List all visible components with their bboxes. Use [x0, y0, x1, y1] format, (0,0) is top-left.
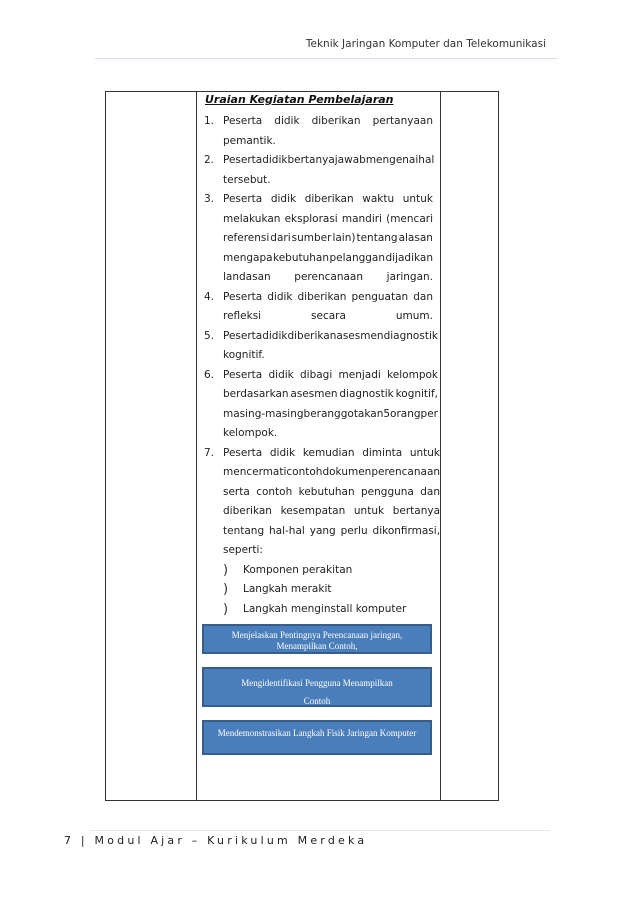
flow-box-text: Contoh: [303, 696, 331, 706]
item-line: Peserta didik diberikan asesmen diagnostik: [223, 329, 438, 342]
bullet-icon: ): [223, 601, 229, 617]
footer-separator: |: [80, 834, 88, 847]
sub-list-item: [223, 580, 433, 600]
item-line: serta contoh kebutuhan pengguna dan: [223, 485, 441, 498]
item-line: Peserta didik bertanya jawab mengenai hal: [223, 154, 435, 166]
column-divider: [196, 92, 197, 800]
flow-box-3: [202, 720, 432, 755]
item-line: Peserta didik diberikan pertanyaan: [223, 115, 433, 127]
item-line: referensi dari sumber lain) tentang alasan: [223, 232, 433, 244]
item-line: kelompok.: [223, 427, 278, 439]
item-line: berdasarkan asesmen diagnostik kognitif,: [223, 388, 438, 400]
list-item: [204, 112, 433, 151]
section-heading: Uraian Kegiatan Pembelajaran: [205, 93, 394, 106]
item-number: 2.: [204, 154, 215, 166]
list-item: [204, 288, 433, 327]
item-line: landasan perencanaan jaringan.: [223, 271, 433, 283]
page-footer: [64, 834, 367, 847]
item-line: masing-masing beranggotakan 5 orang per: [223, 407, 438, 420]
sub-list-item: [223, 600, 433, 620]
sub-item-text: Langkah merakit: [243, 583, 332, 595]
sub-item-text: Komponen perakitan: [243, 563, 353, 576]
flow-box-text: Mendemonstrasikan Langkah Fisik Jaringan Komputer: [217, 728, 417, 738]
sub-item-text: Langkah menginstall komputer: [243, 602, 407, 615]
item-line: melakukan eksplorasi mandiri (mencari: [223, 212, 433, 225]
item-line: tentang hal-hal yang perlu dikonfirmasi,: [223, 524, 441, 537]
flow-box-1: [202, 624, 432, 654]
flow-box-text: Mengidentifikasi Pengguna Menampilkan: [241, 678, 393, 688]
bullet-icon: ): [223, 562, 229, 578]
item-line: pemantik.: [223, 134, 276, 147]
item-line: seperti:: [223, 544, 263, 556]
footer-text: Modul Ajar – Kurikulum Merdeka: [94, 834, 368, 847]
item-line: tersebut.: [223, 173, 271, 186]
item-number: 5.: [204, 329, 215, 342]
list-item: [204, 151, 433, 190]
item-number: 6.: [204, 368, 215, 381]
sub-list-item: [223, 561, 433, 581]
flow-box-text: Menampilkan Contoh,: [276, 641, 358, 651]
item-line: Peserta didik dibagi menjadi kelompok: [223, 368, 438, 381]
item-line: mencermati contoh dokumen perencanaan: [223, 466, 441, 478]
flow-box-2: [202, 667, 432, 707]
page-number: 7: [64, 834, 75, 847]
item-line: kognitif.: [223, 349, 265, 361]
item-line: refleksi secara umum.: [223, 310, 433, 322]
list-item: [204, 444, 441, 561]
item-number: 3.: [204, 193, 215, 205]
bullet-icon: ): [223, 582, 229, 597]
item-number: 4.: [204, 290, 215, 303]
item-number: 1.: [204, 115, 215, 127]
item-number: 7.: [204, 446, 215, 459]
item-line: Peserta didik diberikan penguatan dan: [223, 290, 433, 303]
flow-box-text: Menjelaskan Pentingnya Perencanaan jaringan,: [231, 630, 403, 640]
list-item: [204, 366, 438, 444]
activity-list: [204, 112, 441, 619]
item-line: mengapa kebutuhan pelanggan dijadikan: [223, 251, 433, 264]
footer-divider: [90, 830, 550, 831]
column-divider: [440, 92, 441, 800]
list-item: [204, 327, 438, 366]
item-line: diberikan kesempatan untuk bertanya: [223, 505, 441, 517]
header-divider: [95, 58, 557, 59]
item-line: Peserta didik kemudian diminta untuk: [223, 446, 440, 459]
item-line: Peserta didik diberikan waktu untuk: [223, 193, 433, 205]
list-item: [204, 190, 433, 288]
running-header: Teknik Jaringan Komputer dan Telekomunikasi: [305, 38, 546, 50]
